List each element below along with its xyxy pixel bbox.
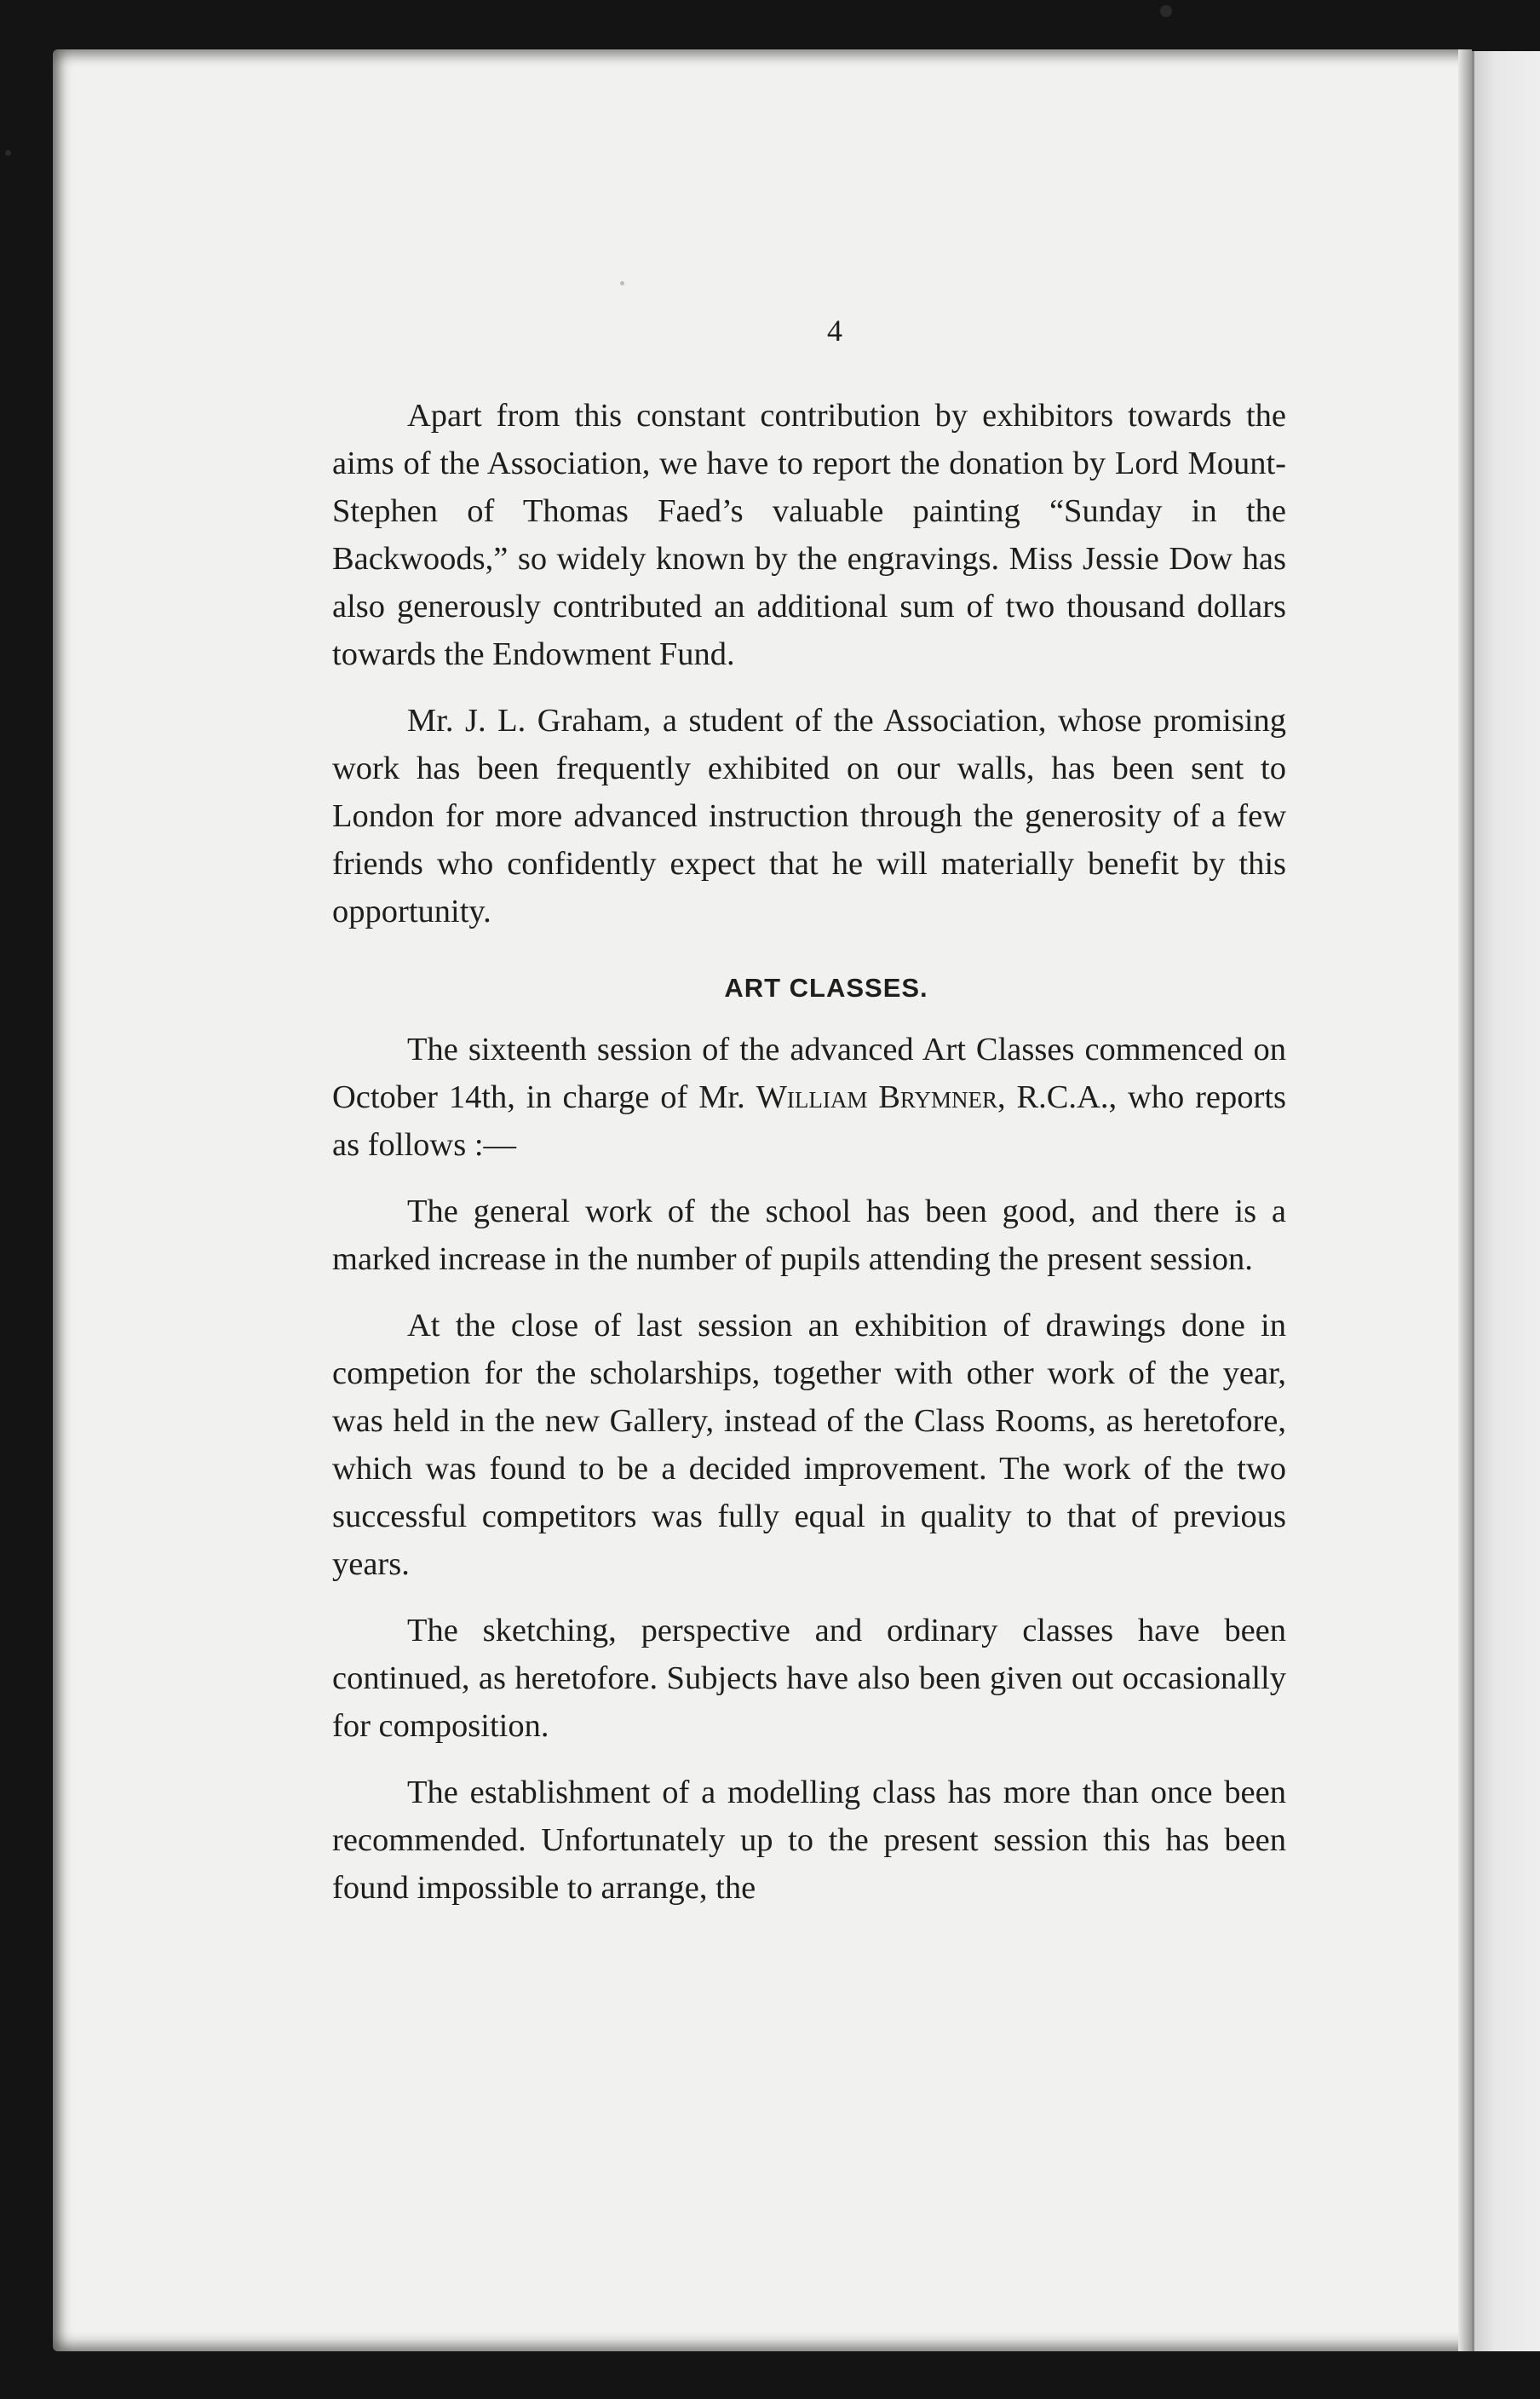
page-text	[332, 307, 1286, 1930]
intro-text-after: , R.C.A., who reports as follows :—	[332, 1079, 1286, 1163]
instructor-name: William Brymner	[756, 1079, 997, 1115]
adjacent-page-edge	[1472, 51, 1540, 2351]
paragraph-exhibition: At the close of last session an exhibition of drawings done in competion for the scholarships, together with other work of the year, was held in the new Gallery, instead of the Class Rooms, as heretofore, which was found to be a decided improvement. The work of the two successful competitors was fully equal in quality to that of previous years.	[332, 1308, 1286, 1582]
paragraph-graham: Mr. J. L. Graham, a student of the Association, whose promising work has been frequently exhibited on our walls, has been sent to London for more advanced instruction through the generosity of a few friends who confidently expect that he will materially benefit by this opportunity.	[332, 703, 1286, 929]
scan-speck	[5, 150, 11, 156]
page-gutter-shadow	[1458, 49, 1472, 2351]
scan-speck	[1160, 5, 1172, 17]
paragraph-general-work: The general work of the school has been good, and there is a marked increase in the number of pupils attending the present session.	[332, 1194, 1286, 1277]
paragraph-modelling: The establishment of a modelling class has more than once been recommended. Unfortunately up to the present session this has been found impossible to arrange, the	[332, 1775, 1286, 1906]
scan-speck	[620, 281, 624, 285]
paragraph-sketching: The sketching, perspective and ordinary classes have been continued, as heretofore. Subjects have also been given out occasionally for composition.	[332, 1613, 1286, 1744]
paragraph-art-classes-intro	[332, 1026, 1286, 1169]
section-heading-art-classes: ART CLASSES.	[724, 973, 928, 1003]
paragraph-donations: Apart from this constant contribution by exhibitors towards the aims of the Association, we have to report the donation by Lord Mount-Stephen of Thomas Faed’s valuable painting “Sunday in the Backwoods,” so widely known by the engravings. Miss Jessie Dow has also generously contributed an additional sum of two thousand dollars towards the Endowment Fund.	[332, 398, 1286, 672]
page-number: 4	[827, 314, 842, 348]
intro-text-before: The sixteenth session of the advanced Art Classes commenced on October 14th, in charge of Mr.	[332, 1032, 1286, 1115]
